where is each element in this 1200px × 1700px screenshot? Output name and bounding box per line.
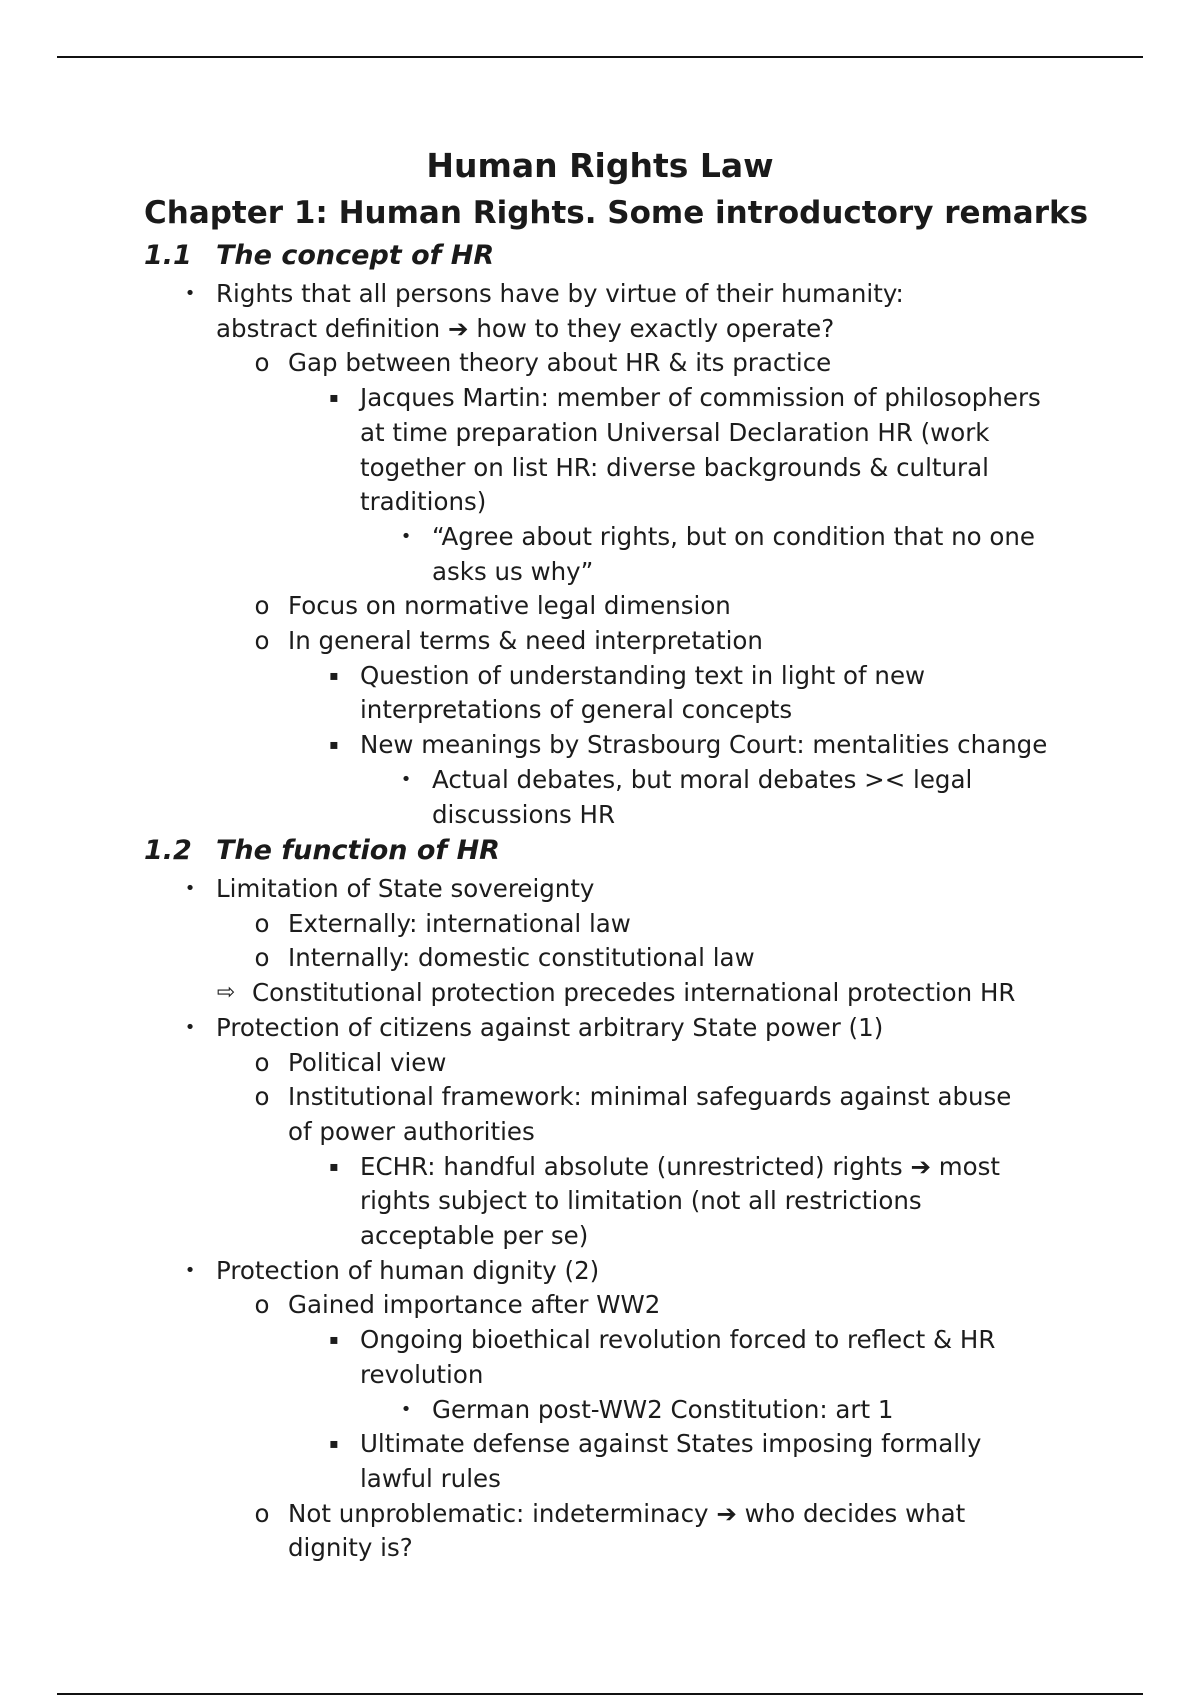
bullet-marker: • (400, 1398, 412, 1420)
list-item: ▪ Ultimate defense against States imposing formally lawful rules (360, 1427, 1050, 1496)
section-number: 1.1 (144, 240, 192, 271)
bullet-marker: • (184, 1259, 196, 1281)
circle-marker: o (254, 1290, 270, 1320)
list-item: ▪ ECHR: handful absolute (unrestricted) rights ➔ most rights subject to limitation (not all restrictions acceptable per se) (360, 1150, 1050, 1254)
arrow-conclusion: ⇨ Constitutional protection precedes international protection HR (216, 976, 1116, 1011)
list-item: o Externally: international law (288, 907, 1018, 942)
square-marker: ▪ (329, 1332, 339, 1349)
circle-marker: o (254, 1498, 270, 1528)
list-item: o Gained importance after WW2 (288, 1288, 1018, 1323)
section-title: The concept of HR (216, 240, 495, 271)
chapter-heading: Chapter 1: Human Rights. Some introductory remarks (144, 195, 1089, 231)
section-heading-1-2 (144, 834, 500, 868)
list-item: • German post-WW2 Constitution: art 1 (432, 1393, 1062, 1428)
bullet-marker: • (184, 878, 196, 899)
circle-marker: o (254, 626, 270, 656)
bullet-marker: • (400, 768, 412, 790)
list-item: o Gap between theory about HR & its practice (288, 346, 1018, 381)
list-item: o Internally: domestic constitutional law (288, 941, 1018, 976)
circle-marker: o (254, 1047, 270, 1077)
header-rule (57, 56, 1143, 58)
list-item: ▪ Ongoing bioethical revolution forced to reflect & HR revolution (360, 1323, 1050, 1392)
circle-marker: o (254, 348, 270, 378)
footer-rule (57, 1693, 1143, 1695)
circle-marker: o (254, 1082, 270, 1112)
list-item: o Focus on normative legal dimension (288, 589, 1018, 624)
section-number: 1.2 (144, 835, 192, 866)
list-item: • Actual debates, but moral debates >< legal discussions HR (432, 763, 1062, 832)
list-item: ▪ Question of understanding text in light of new interpretations of general concepts (360, 659, 1050, 728)
list-item: o Not unproblematic: indeterminacy ➔ who decides what dignity is? (288, 1497, 1018, 1566)
list-item: o Political view (288, 1046, 1018, 1081)
circle-marker: o (254, 591, 270, 621)
circle-marker: o (254, 908, 270, 938)
section-title: The function of HR (216, 835, 500, 866)
list-item: • Protection of human dignity (2) (216, 1254, 956, 1289)
bullet-marker: • (184, 1016, 196, 1038)
square-marker: ▪ (329, 737, 339, 754)
list-item: ▪ Jacques Martin: member of commission of philosophers at time preparation Universal Declaration HR (work together on list HR: diverse backgrounds & cultural traditions) (360, 381, 1050, 520)
arrow-right-icon: ⇨ (216, 980, 236, 1006)
list-item: o In general terms & need interpretation (288, 624, 1018, 659)
section-1-1-list (0, 277, 1200, 832)
list-item: • “Agree about rights, but on condition that no one asks us why” (432, 520, 1062, 589)
bullet-marker: • (184, 283, 196, 304)
section-1-2-list (0, 872, 1200, 1566)
circle-marker: o (254, 943, 270, 973)
list-item: • Limitation of State sovereignty (216, 872, 956, 907)
square-marker: ▪ (329, 667, 339, 684)
bullet-marker: • (400, 525, 412, 547)
square-marker: ▪ (329, 390, 339, 407)
list-item: • Protection of citizens against arbitrary State power (1) (216, 1011, 956, 1046)
square-marker: ▪ (329, 1158, 339, 1175)
list-item: • Rights that all persons have by virtue of their humanity: abstract definition ➔ how to they exactly operate? (216, 277, 956, 346)
list-item: o Institutional framework: minimal safeguards against abuse of power authorities (288, 1080, 1018, 1149)
square-marker: ▪ (329, 1436, 339, 1453)
list-item: ▪ New meanings by Strasbourg Court: mentalities change (360, 728, 1050, 763)
section-heading-1-1 (144, 239, 494, 273)
document-title: Human Rights Law (426, 146, 774, 185)
